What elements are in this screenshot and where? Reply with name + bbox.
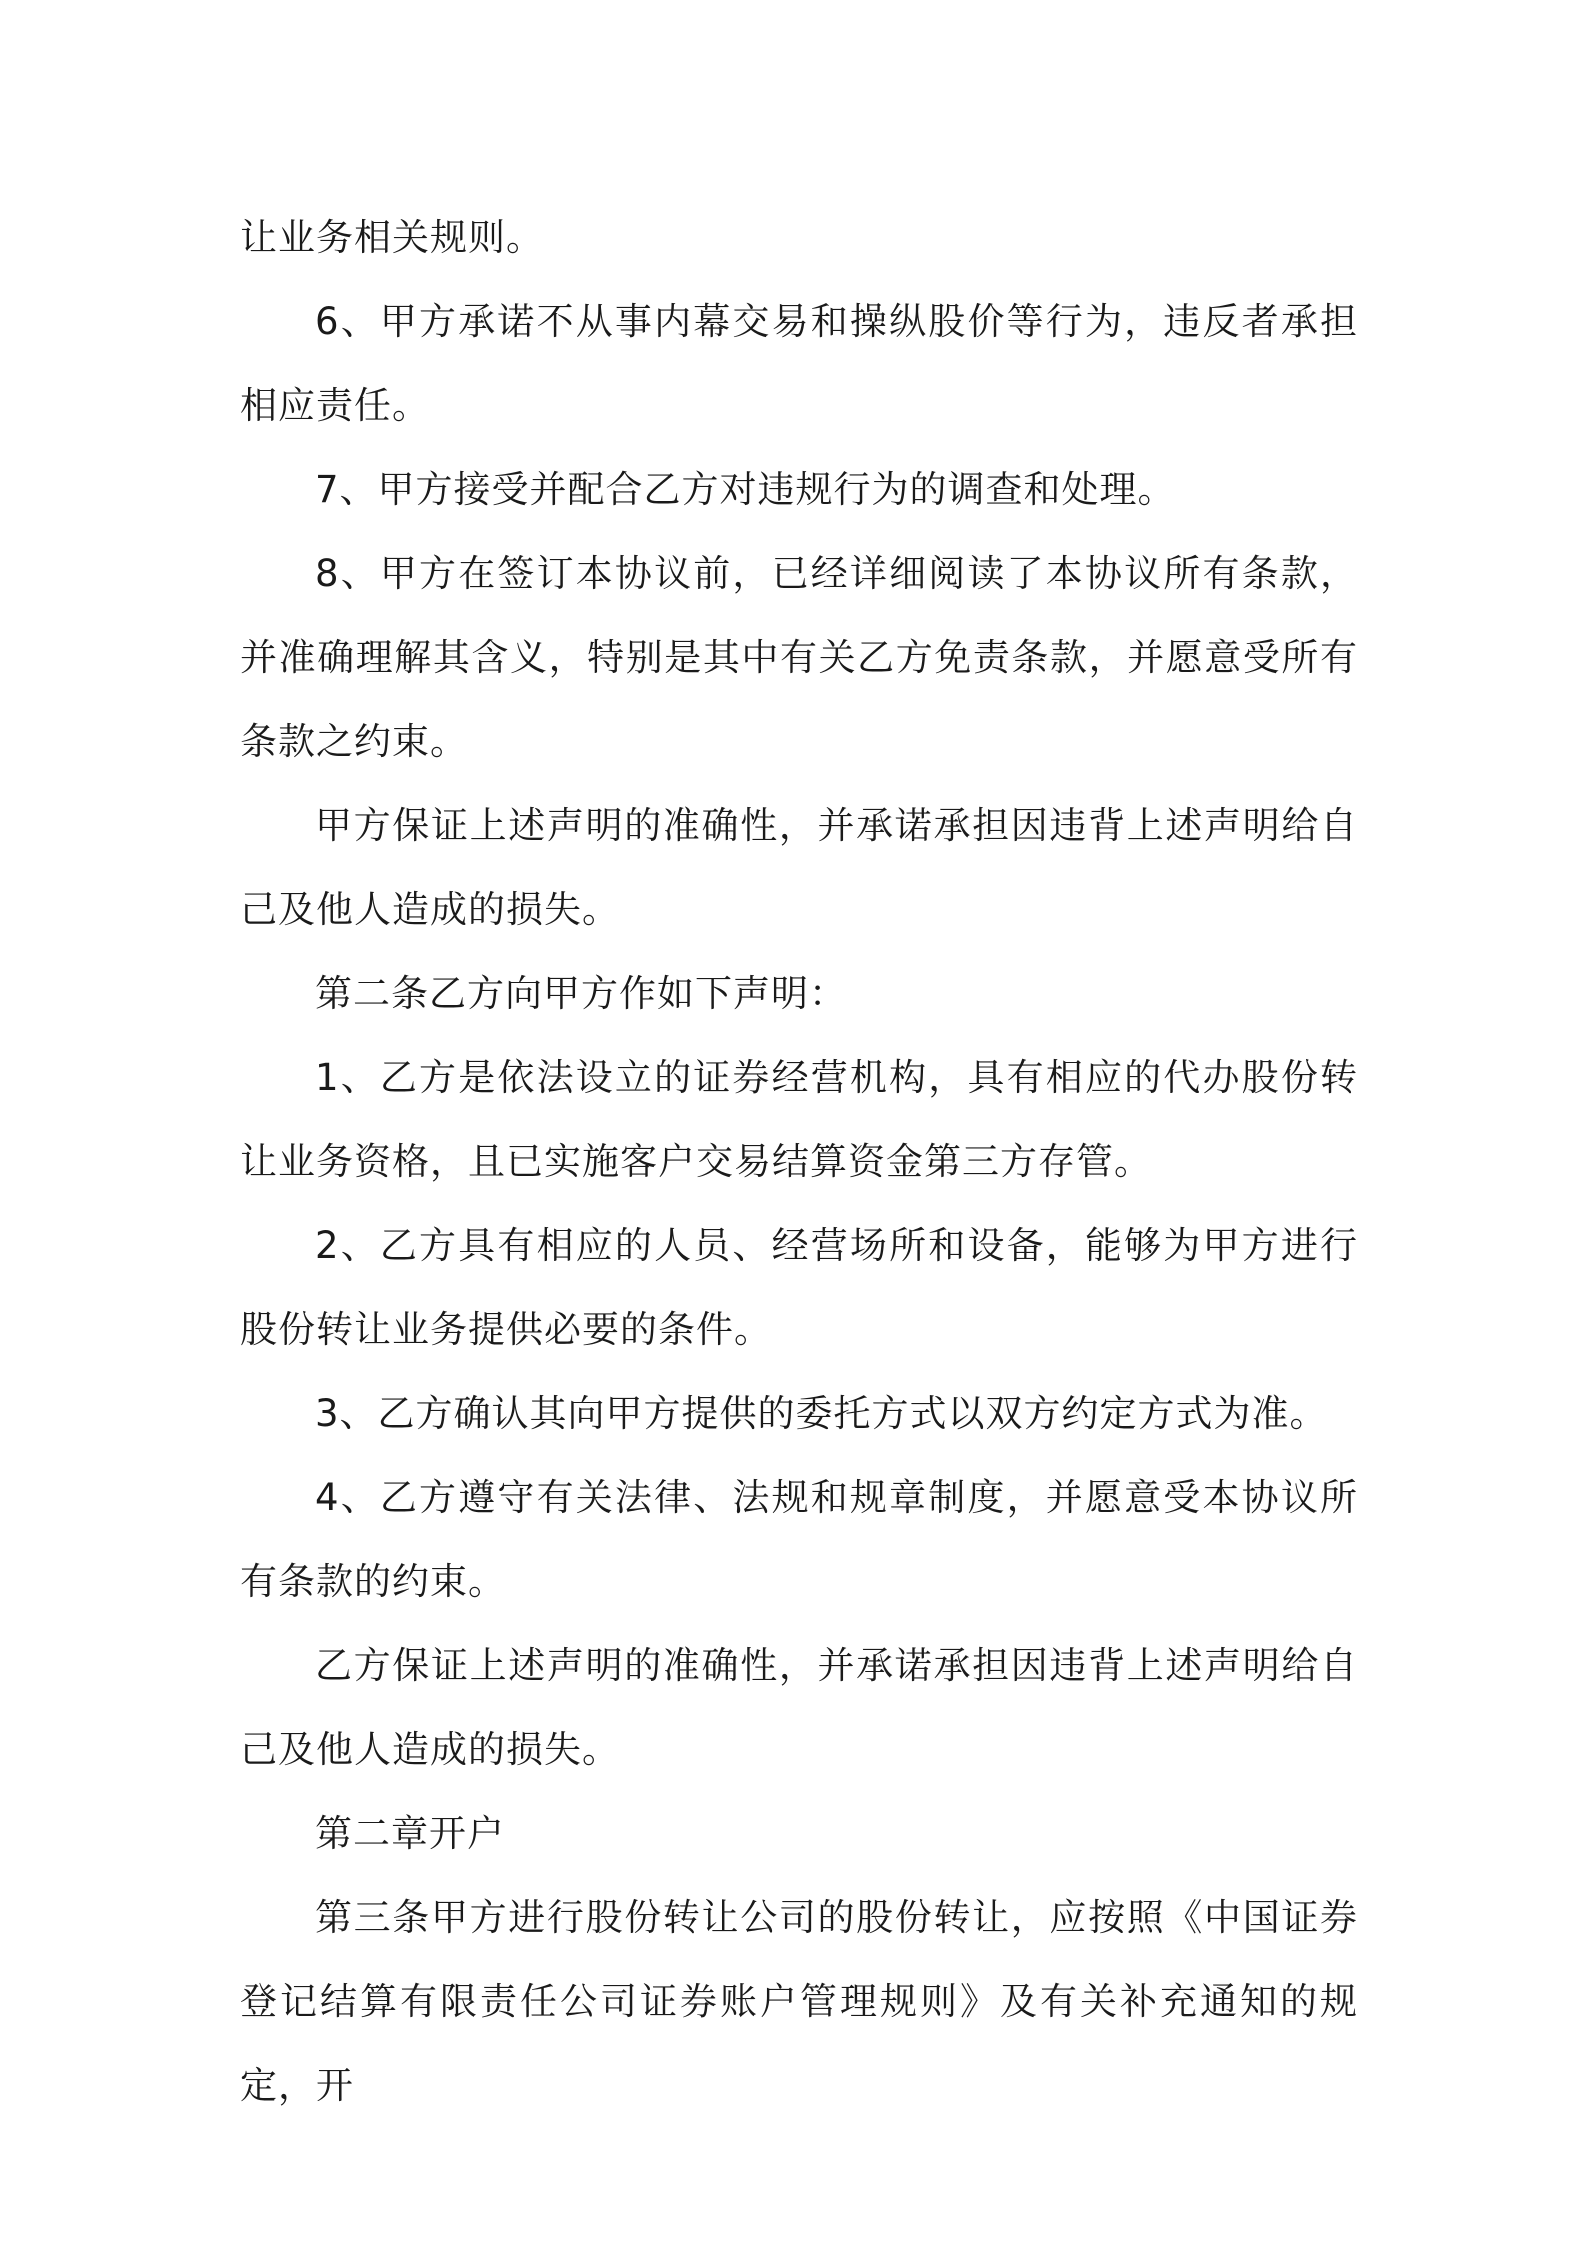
paragraph-article-2-heading: 第二条乙方向甲方作如下声明： bbox=[315, 972, 847, 1015]
paragraph-b-clause-2: 2、乙方具有相应的人员、经营场所和设备，能够为甲方进行股份转让业务提供必要的条件。 bbox=[240, 1224, 1358, 1351]
paragraph-chapter-2-heading: 第二章开户 bbox=[315, 1812, 505, 1855]
paragraph-clause-8: 8、甲方在签订本协议前，已经详细阅读了本协议所有条款，并准确理解其含义，特别是其中有关乙方免责条款，并愿意受所有条款之约束。 bbox=[240, 552, 1358, 763]
paragraph-party-a-guarantee: 甲方保证上述声明的准确性，并承诺承担因违背上述声明给自己及他人造成的损失。 bbox=[240, 804, 1358, 931]
paragraph-party-b-guarantee: 乙方保证上述声明的准确性，并承诺承担因违背上述声明给自己及他人造成的损失。 bbox=[240, 1644, 1358, 1771]
paragraph-clause-6: 6、甲方承诺不从事内幕交易和操纵股价等行为，违反者承担相应责任。 bbox=[240, 300, 1358, 427]
paragraph-article-3: 第三条甲方进行股份转让公司的股份转让，应按照《中国证券登记结算有限责任公司证券账户管理规则》及有关补充通知的规定，开 bbox=[240, 1896, 1358, 2107]
paragraph-b-clause-3: 3、乙方确认其向甲方提供的委托方式以双方约定方式为准。 bbox=[315, 1392, 1328, 1435]
paragraph-b-clause-1: 1、乙方是依法设立的证券经营机构，具有相应的代办股份转让业务资格，且已实施客户交易结算资金第三方存管。 bbox=[240, 1056, 1358, 1183]
document-body bbox=[240, 196, 1358, 2128]
paragraph-clause-7: 7、甲方接受并配合乙方对违规行为的调查和处理。 bbox=[315, 468, 1176, 511]
paragraph-b-clause-4: 4、乙方遵守有关法律、法规和规章制度，并愿意受本协议所有条款的约束。 bbox=[240, 1476, 1358, 1603]
paragraph-continuation: 让业务相关规则。 bbox=[240, 216, 544, 259]
